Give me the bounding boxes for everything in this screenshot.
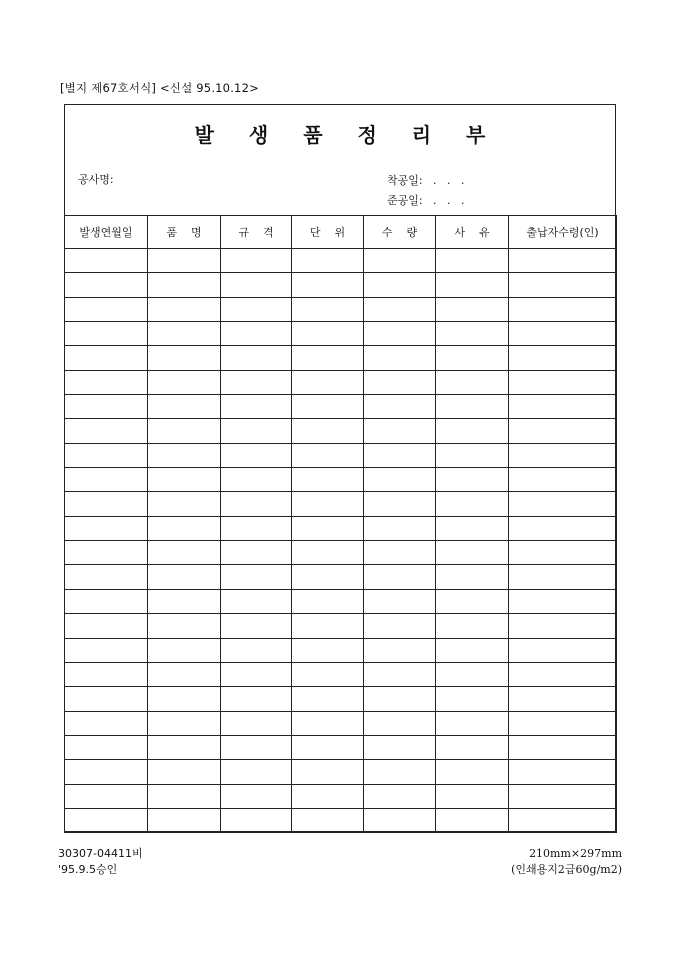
table-cell[interactable]	[65, 346, 148, 370]
form-number-note: [별지 제67호서식] <신설 95.10.12>	[60, 81, 259, 95]
table-cell[interactable]	[509, 711, 617, 735]
table-cell[interactable]	[364, 662, 436, 686]
table-row	[65, 589, 617, 613]
table-cell[interactable]	[221, 541, 292, 565]
table-cell[interactable]	[509, 249, 617, 273]
table-cell[interactable]	[364, 808, 436, 832]
table-cell[interactable]	[364, 346, 436, 370]
table-body	[65, 249, 617, 833]
table-cell[interactable]	[65, 297, 148, 321]
table-cell[interactable]	[292, 346, 364, 370]
table-cell[interactable]	[148, 297, 221, 321]
table-cell[interactable]	[364, 443, 436, 467]
table-cell[interactable]	[509, 370, 617, 394]
table-cell[interactable]	[148, 589, 221, 613]
table-cell[interactable]	[148, 541, 221, 565]
table-cell[interactable]	[148, 249, 221, 273]
table-cell[interactable]	[148, 492, 221, 516]
table-cell[interactable]	[436, 297, 509, 321]
table-cell[interactable]	[364, 614, 436, 638]
table-cell[interactable]	[364, 249, 436, 273]
table-cell[interactable]	[148, 735, 221, 759]
table-cell[interactable]	[436, 662, 509, 686]
table-cell[interactable]	[364, 711, 436, 735]
table-cell[interactable]	[148, 322, 221, 346]
table-cell[interactable]	[436, 614, 509, 638]
table-row	[65, 346, 617, 370]
table-cell[interactable]	[221, 614, 292, 638]
table-cell[interactable]	[65, 419, 148, 443]
table-row	[65, 662, 617, 686]
table-cell[interactable]	[292, 711, 364, 735]
table-cell[interactable]	[65, 468, 148, 492]
table-cell[interactable]	[364, 370, 436, 394]
table-cell[interactable]	[509, 273, 617, 297]
table-row	[65, 638, 617, 662]
table-cell[interactable]	[221, 419, 292, 443]
table-cell[interactable]	[292, 784, 364, 808]
table-cell[interactable]	[221, 687, 292, 711]
table-cell[interactable]	[509, 541, 617, 565]
table-cell[interactable]	[221, 322, 292, 346]
table-cell[interactable]	[364, 638, 436, 662]
table-cell[interactable]	[509, 760, 617, 784]
footer-right	[511, 846, 622, 878]
column-header: 단 위	[292, 216, 364, 249]
table-cell[interactable]	[292, 662, 364, 686]
table-cell[interactable]	[292, 492, 364, 516]
table-cell[interactable]	[221, 443, 292, 467]
table-row	[65, 808, 617, 832]
table-cell[interactable]	[65, 565, 148, 589]
table-cell[interactable]	[364, 516, 436, 540]
table-row	[65, 614, 617, 638]
table-cell[interactable]	[436, 516, 509, 540]
table-cell[interactable]	[148, 784, 221, 808]
table-row	[65, 322, 617, 346]
table-cell[interactable]	[436, 492, 509, 516]
table-row	[65, 565, 617, 589]
form-code: 30307-04411비	[58, 847, 143, 860]
table-cell[interactable]	[292, 735, 364, 759]
table-cell[interactable]	[364, 419, 436, 443]
table-cell[interactable]	[364, 760, 436, 784]
table-row	[65, 735, 617, 759]
table-cell[interactable]	[364, 784, 436, 808]
table-row	[65, 249, 617, 273]
table-cell[interactable]	[65, 322, 148, 346]
table-cell[interactable]	[364, 273, 436, 297]
table-cell[interactable]	[436, 735, 509, 759]
table-cell[interactable]	[148, 687, 221, 711]
table-cell[interactable]	[65, 638, 148, 662]
table-cell[interactable]	[509, 784, 617, 808]
paper-spec: (인쇄용지2급60g/m2)	[511, 863, 622, 876]
table-row	[65, 687, 617, 711]
table-cell[interactable]	[221, 346, 292, 370]
table-cell[interactable]	[292, 589, 364, 613]
table-cell[interactable]	[221, 662, 292, 686]
table-cell[interactable]	[221, 711, 292, 735]
column-header: 수 량	[364, 216, 436, 249]
table-cell[interactable]	[148, 419, 221, 443]
table-cell[interactable]	[292, 468, 364, 492]
table-cell[interactable]	[292, 516, 364, 540]
table-cell[interactable]	[65, 370, 148, 394]
table-cell[interactable]	[364, 395, 436, 419]
table-cell[interactable]	[364, 492, 436, 516]
table-cell[interactable]	[65, 541, 148, 565]
table-cell[interactable]	[292, 419, 364, 443]
table-row	[65, 395, 617, 419]
table-cell[interactable]	[364, 735, 436, 759]
table-cell[interactable]	[221, 468, 292, 492]
table-cell[interactable]	[509, 346, 617, 370]
table-row	[65, 516, 617, 540]
table-cell[interactable]	[364, 468, 436, 492]
table-cell[interactable]	[148, 468, 221, 492]
table-cell[interactable]	[148, 443, 221, 467]
table-cell[interactable]	[436, 565, 509, 589]
table-cell[interactable]	[221, 760, 292, 784]
table-cell[interactable]	[436, 346, 509, 370]
column-header: 사 유	[436, 216, 509, 249]
table-cell[interactable]	[436, 760, 509, 784]
table-cell[interactable]	[292, 760, 364, 784]
table-cell[interactable]	[364, 541, 436, 565]
table-cell[interactable]	[221, 589, 292, 613]
table-cell[interactable]	[148, 638, 221, 662]
table-cell[interactable]	[221, 808, 292, 832]
table-cell[interactable]	[148, 516, 221, 540]
table-cell[interactable]	[292, 297, 364, 321]
column-header: 출납자수령(인)	[509, 216, 617, 249]
table-cell[interactable]	[509, 297, 617, 321]
table-cell[interactable]	[148, 711, 221, 735]
start-date-label: 착공일:	[387, 174, 423, 187]
table-cell[interactable]	[509, 589, 617, 613]
table-cell[interactable]	[436, 322, 509, 346]
end-date-value: . . .	[433, 194, 465, 207]
table-cell[interactable]	[292, 273, 364, 297]
table-cell[interactable]	[65, 273, 148, 297]
table-cell[interactable]	[436, 589, 509, 613]
table-cell[interactable]	[292, 541, 364, 565]
table-cell[interactable]	[292, 395, 364, 419]
table-cell[interactable]	[148, 760, 221, 784]
table-cell[interactable]	[221, 395, 292, 419]
table-header-row	[65, 216, 617, 249]
table-cell[interactable]	[436, 468, 509, 492]
table-row	[65, 541, 617, 565]
table-cell[interactable]	[364, 589, 436, 613]
table-cell[interactable]	[292, 322, 364, 346]
table-cell[interactable]	[364, 687, 436, 711]
table-cell[interactable]	[148, 808, 221, 832]
table-cell[interactable]	[65, 760, 148, 784]
table-cell[interactable]	[65, 249, 148, 273]
table-cell[interactable]	[436, 273, 509, 297]
table-cell[interactable]	[436, 784, 509, 808]
table-cell[interactable]	[509, 638, 617, 662]
table-cell[interactable]	[292, 614, 364, 638]
table-cell[interactable]	[436, 443, 509, 467]
date-block	[387, 171, 464, 211]
table-cell[interactable]	[148, 395, 221, 419]
column-header: 규 격	[221, 216, 292, 249]
table-row	[65, 784, 617, 808]
table-cell[interactable]	[148, 273, 221, 297]
table-cell[interactable]	[509, 419, 617, 443]
table-cell[interactable]	[65, 735, 148, 759]
table-cell[interactable]	[436, 808, 509, 832]
table-cell[interactable]	[509, 516, 617, 540]
table-cell[interactable]	[148, 370, 221, 394]
table-cell[interactable]	[221, 516, 292, 540]
table-cell[interactable]	[509, 687, 617, 711]
paper-size: 210mm×297mm	[529, 847, 622, 860]
table-cell[interactable]	[292, 565, 364, 589]
table-cell[interactable]	[436, 370, 509, 394]
table-cell[interactable]	[436, 687, 509, 711]
table-cell[interactable]	[65, 711, 148, 735]
table-cell[interactable]	[509, 443, 617, 467]
table-cell[interactable]	[509, 662, 617, 686]
table-cell[interactable]	[65, 492, 148, 516]
column-header: 발생연월일	[65, 216, 148, 249]
table-cell[interactable]	[509, 322, 617, 346]
table-cell[interactable]	[509, 395, 617, 419]
table-cell[interactable]	[65, 687, 148, 711]
table-cell[interactable]	[436, 395, 509, 419]
table-cell[interactable]	[65, 443, 148, 467]
table-cell[interactable]	[364, 322, 436, 346]
table-cell[interactable]	[148, 614, 221, 638]
table-cell[interactable]	[509, 808, 617, 832]
table-cell[interactable]	[364, 297, 436, 321]
table-cell[interactable]	[509, 614, 617, 638]
table-cell[interactable]	[364, 565, 436, 589]
table-row	[65, 468, 617, 492]
start-date-value: . . .	[433, 174, 465, 187]
table-cell[interactable]	[148, 565, 221, 589]
table-row	[65, 492, 617, 516]
table-cell[interactable]	[509, 565, 617, 589]
table-cell[interactable]	[221, 273, 292, 297]
table-cell[interactable]	[221, 370, 292, 394]
table-cell[interactable]	[221, 249, 292, 273]
table-cell[interactable]	[65, 395, 148, 419]
table-cell[interactable]	[65, 614, 148, 638]
table-cell[interactable]	[436, 419, 509, 443]
table-cell[interactable]	[292, 370, 364, 394]
table-row	[65, 297, 617, 321]
form-title: 발 생 품 정 리 부	[194, 123, 500, 147]
table-cell[interactable]	[292, 443, 364, 467]
table-cell[interactable]	[221, 638, 292, 662]
table-cell[interactable]	[221, 492, 292, 516]
records-table	[64, 215, 617, 833]
table-cell[interactable]	[221, 565, 292, 589]
approval-date: '95.9.5승인	[58, 863, 118, 876]
table-cell[interactable]	[292, 808, 364, 832]
table-cell[interactable]	[436, 711, 509, 735]
table-row	[65, 419, 617, 443]
table-cell[interactable]	[221, 784, 292, 808]
table-row	[65, 273, 617, 297]
table-cell[interactable]	[509, 468, 617, 492]
table-cell[interactable]	[221, 297, 292, 321]
table-row	[65, 760, 617, 784]
table-cell[interactable]	[292, 249, 364, 273]
table-cell[interactable]	[292, 687, 364, 711]
table-row	[65, 443, 617, 467]
column-header: 품 명	[148, 216, 221, 249]
table-row	[65, 711, 617, 735]
end-date-label: 준공일:	[387, 194, 423, 207]
table-cell[interactable]	[65, 589, 148, 613]
table-cell[interactable]	[292, 638, 364, 662]
table-cell[interactable]	[65, 784, 148, 808]
table-cell[interactable]	[509, 492, 617, 516]
table-cell[interactable]	[148, 662, 221, 686]
table-cell[interactable]	[148, 346, 221, 370]
table-row	[65, 370, 617, 394]
table-cell[interactable]	[65, 516, 148, 540]
table-cell[interactable]	[65, 808, 148, 832]
start-date-row	[387, 171, 464, 191]
table-cell[interactable]	[436, 249, 509, 273]
table-cell[interactable]	[436, 638, 509, 662]
table-cell[interactable]	[436, 541, 509, 565]
end-date-row	[387, 191, 464, 211]
table-cell[interactable]	[65, 662, 148, 686]
table-cell[interactable]	[221, 735, 292, 759]
table-cell[interactable]	[509, 735, 617, 759]
form-container	[64, 104, 616, 832]
project-name-label: 공사명:	[78, 173, 114, 186]
footer-left	[58, 846, 143, 878]
